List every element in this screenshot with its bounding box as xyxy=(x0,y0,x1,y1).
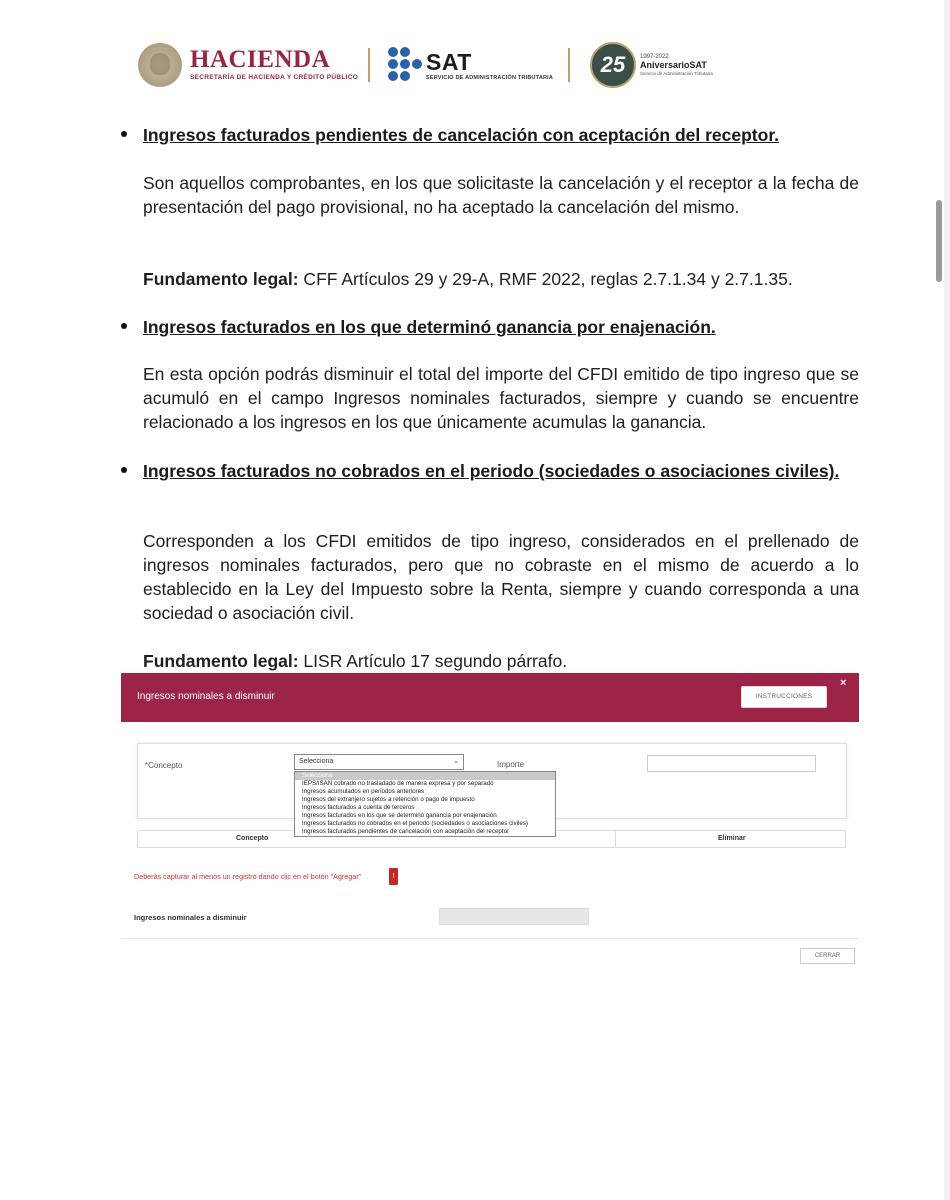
legal-label: Fundamento legal: xyxy=(143,269,299,289)
dropdown-option[interactable]: Ingresos del extranjero sujetos a retención o pago de impuesto xyxy=(302,796,475,803)
bullet-icon xyxy=(121,131,127,137)
error-message: Deberás capturar al menos un registro dando clic en el botón "Agregar" xyxy=(134,872,362,881)
dropdown-option[interactable]: Ingresos acumulados en periodos anteriores xyxy=(302,788,425,795)
logo-divider xyxy=(368,48,370,82)
legal-text: CFF Artículos 29 y 29-A, RMF 2022, reglas 2.7.1.34 y 2.7.1.35. xyxy=(298,269,793,289)
sat-title: SAT xyxy=(426,49,472,75)
section-body: Corresponden a los CFDI emitidos de tipo ingreso, considerados en el prellenado de ingresos nominales facturados, pero que no cobraste en el mismo de acuerdo a lo establecido en la Ley del Impuesto sobre la Renta, siempre y cuando corresponda a una sociedad o asociación civil. xyxy=(143,531,859,623)
footer-divider xyxy=(121,938,859,939)
column-divider xyxy=(615,830,616,848)
form-screenshot xyxy=(121,673,859,973)
dropdown-option[interactable]: Ingresos facturados pendientes de cancelación con aceptación del receptor xyxy=(302,828,510,835)
anniversary-subtitle: Servicio de Administración Tributaria xyxy=(640,71,713,76)
hacienda-subtitle: SECRETARÍA DE HACIENDA Y CRÉDITO PÚBLICO xyxy=(190,74,359,81)
bullet-icon xyxy=(121,323,127,329)
concepto-label: *Concepto xyxy=(145,761,183,770)
total-field xyxy=(439,908,589,925)
close-button[interactable]: CERRAR xyxy=(800,948,855,964)
importe-label: Importe xyxy=(497,760,525,769)
legal-text: LISR Artículo 17 segundo párrafo. xyxy=(298,651,568,671)
instructions-button[interactable]: INSTRUCCIONES xyxy=(741,686,827,708)
concepto-dropdown-list[interactable] xyxy=(294,771,556,837)
hacienda-title: HACIENDA xyxy=(190,46,331,73)
importe-input[interactable] xyxy=(647,755,816,772)
header-logos xyxy=(136,40,736,90)
bullet-icon xyxy=(121,467,127,473)
section-body: Son aquellos comprobantes, en los que solicitaste la cancelación y el receptor a la fecha de presentación del pago provisional, no ha aceptado la cancelación del mismo. xyxy=(143,173,859,217)
legal-basis xyxy=(143,267,859,291)
anniversary-years: 1997-2022 xyxy=(640,54,669,60)
dropdown-option[interactable]: Ingresos facturados en los que se determinó ganancia por enajenación xyxy=(302,812,497,819)
dropdown-option[interactable]: Selecciona xyxy=(295,772,555,780)
national-seal-icon xyxy=(138,43,182,87)
sat-subtitle: SERVICIO DE ADMINISTRACIÓN TRIBUTARIA xyxy=(426,75,554,81)
dropdown-option[interactable]: Ingresos facturados a cuenta de terceros xyxy=(302,804,415,811)
concepto-select[interactable] xyxy=(294,754,464,770)
sat-dots-icon xyxy=(388,47,422,81)
chevron-down-icon: ⌄ xyxy=(453,758,459,765)
anniversary-badge-icon: 25 xyxy=(590,42,636,88)
concepto-select-value: Selecciona xyxy=(299,758,334,765)
dropdown-option[interactable]: IEPS/ISAN cobrado no trasladado de manera expresa y por separado xyxy=(302,780,494,787)
dropdown-option[interactable]: Ingresos facturados no cobrados en el periodo (sociedades o asociaciones civiles) xyxy=(302,820,528,827)
section-body: En esta opción podrás disminuir el total del importe del CFDI emitido de tipo ingreso que se acumuló en el campo Ingresos nominales facturados, siempre y cuando se encuentre relacionado a los ingresos en los que únicamente acumulas la ganancia. xyxy=(143,364,859,432)
legal-label: Fundamento legal: xyxy=(143,651,299,671)
column-header-concepto: Concepto xyxy=(236,835,269,842)
logo-divider xyxy=(568,48,570,82)
close-icon[interactable]: × xyxy=(840,677,847,689)
total-label: Ingresos nominales a disminuir xyxy=(134,913,247,922)
section-title: Ingresos facturados en los que determinó ganancia por enajenación. xyxy=(143,317,716,337)
scrollbar-thumb[interactable] xyxy=(936,200,942,282)
form-header xyxy=(121,673,859,722)
scrollbar-track[interactable] xyxy=(944,0,950,1200)
form-title: Ingresos nominales a disminuir xyxy=(137,691,275,702)
error-badge-icon: ! xyxy=(389,868,398,885)
legal-basis xyxy=(143,649,859,673)
anniversary-title: AniversarioSAT xyxy=(640,60,707,70)
column-header-eliminar: Eliminar xyxy=(718,835,746,842)
section-title: Ingresos facturados pendientes de cancelación con aceptación del receptor. xyxy=(143,125,780,145)
section-title: Ingresos facturados no cobrados en el periodo (sociedades o asociaciones civiles). xyxy=(143,461,840,481)
